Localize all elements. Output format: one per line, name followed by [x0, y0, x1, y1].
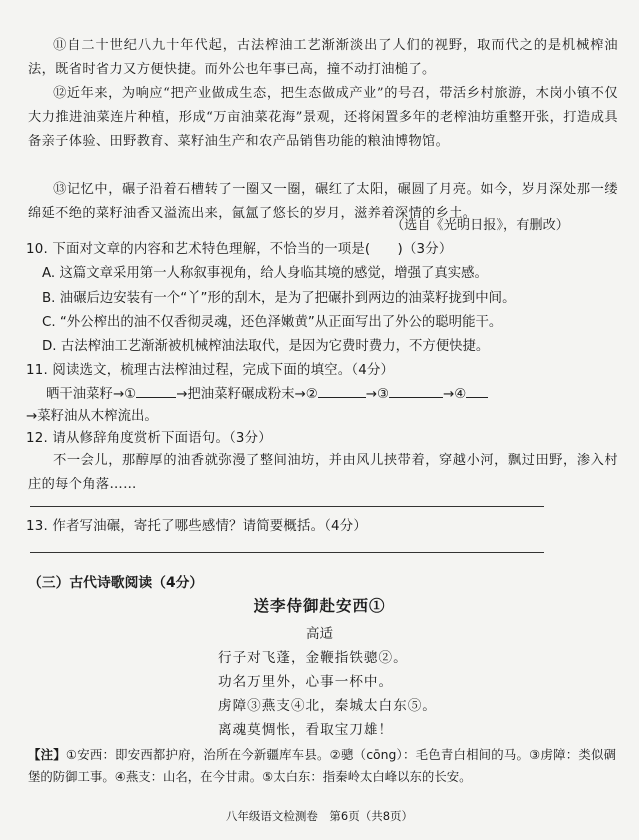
flow-step-2: →把油菜籽碾成粉末→② [176, 387, 318, 402]
paragraph-11: ⑪自二十世纪八九十年代起，古法榨油工艺渐渐淡出了人们的视野，取而代之的是机械榨油法，既省时省力又方便快捷。而外公也年事已高，撞不动打油槌了。 [28, 38, 618, 77]
question-11-flow [46, 383, 488, 402]
blank-4[interactable] [466, 385, 488, 398]
question-10-option-d: D. 古法榨油工艺渐渐被机械榨油法取代，是因为它费时费力，不方便快捷。 [42, 339, 490, 354]
question-10-option-b: B. 油碾后边安装有一个“丫”形的刮木，是为了把碾扑到两边的油菜籽拢到中间。 [42, 291, 516, 306]
poem-title: 送李侍御赴安西① [253, 596, 386, 615]
answer-line-13[interactable] [30, 552, 544, 553]
question-10-option-c: C. “外公榨出的油不仅香彻灵魂，还色泽嫩黄”从正面写出了外公的聪明能干。 [42, 315, 503, 330]
poem-author: 高适 [306, 626, 333, 642]
question-12-stem: 12. 请从修辞角度赏析下面语句。（3分） [26, 431, 272, 446]
question-11-flow-end: →菜籽油从木榨流出。 [26, 409, 158, 424]
question-10-stem: 10. 下面对文章的内容和艺术特色理解，不恰当的一项是( )（3分） [26, 242, 453, 257]
paragraph-12: ⑫近年来，为响应“把产业做成生态，把生态做成产业”的号召，带活乡村旅游，木岗小镇不仅大力推进油菜连片种植，形成“万亩油菜花海”景观，还将闲置多年的老榨油坊重整开张，打造成具备亲子体验、田野教育、菜籽油生产和农产品销售功能的粮油博物馆。 [28, 86, 618, 149]
poem-line-2: 功名万里外，心事一杯中。 [218, 674, 394, 690]
blank-2[interactable] [318, 385, 366, 398]
paragraph-13: ⑬记忆中，碾子沿着石槽转了一圈又一圈，碾红了太阳，碾圆了月亮。如今，岁月深处那一缕绵延不绝的菜籽油香又溢流出来，氤氲了悠长的岁月，滋养着深情的乡土。 [28, 182, 618, 221]
section-3-heading: （三）古代诗歌阅读（4分） [28, 575, 204, 591]
blank-1[interactable] [136, 385, 176, 398]
question-10-option-a: A. 这篇文章采用第一人称叙事视角，给人身临其境的感觉，增强了真实感。 [42, 266, 488, 281]
question-11-stem: 11. 阅读选文，梳理古法榨油过程，完成下面的填空。（4分） [26, 363, 395, 378]
note-label: 【注】 [28, 747, 66, 762]
answer-line-12[interactable] [30, 506, 544, 507]
flow-step-4: →④ [443, 387, 467, 402]
question-13-stem: 13. 作者写油碾，寄托了哪些感情？请简要概括。（4分） [26, 519, 367, 534]
page-footer: 八年级语文检测卷 第6页（共8页） [225, 809, 414, 823]
poem-line-4: 离魂莫惆怅，看取宝刀雄！ [218, 722, 394, 738]
poem-line-3: 虏障③燕支④北，秦城太白东⑤。 [218, 698, 437, 714]
flow-step-3: →③ [365, 387, 389, 402]
flow-step-start: 晒干油菜籽→① [46, 387, 137, 402]
source-citation: （选自《光明日报》，有删改） [390, 218, 569, 233]
question-12-quote: 不一会儿，那醇厚的油香就弥漫了整间油坊，并由风儿挟带着，穿越小河，飘过田野，渗入村庄的每个角落…… [28, 453, 618, 492]
blank-3[interactable] [389, 385, 443, 398]
poem-notes [28, 744, 616, 788]
poem-line-1: 行子对飞蓬，金鞭指铁骢②。 [218, 650, 408, 666]
note-text: ①安西：即安西都护府，治所在今新疆库车县。②骢（cōng）：毛色青白相间的马。③虏障：类似碉堡的防御工事。④燕支：山名，在今甘肃。⑤太白东：指秦岭太白峰以东的长安。 [28, 747, 616, 784]
